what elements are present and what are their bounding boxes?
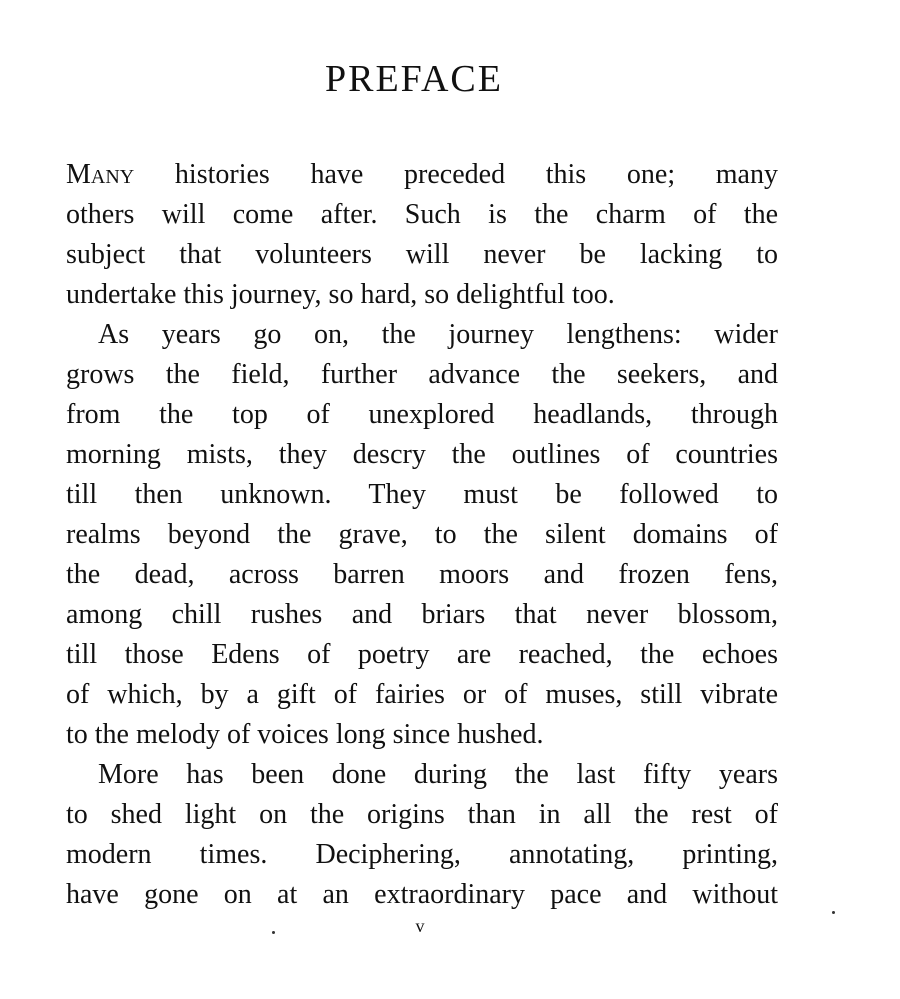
preface-text <box>66 155 778 915</box>
text-line: realms beyond the grave, to the silent domains of <box>66 519 778 550</box>
page-title: PREFACE <box>324 58 503 100</box>
text-line: others will come after. Such is the charm of the <box>66 199 778 230</box>
text-line: subject that volunteers will never be lacking to <box>66 239 778 270</box>
page-number: v <box>415 916 425 936</box>
text-line: to the melody of voices long since hushed. <box>66 719 544 750</box>
text-line: undertake this journey, so hard, so delightful too. <box>66 279 615 310</box>
text-line: modern times. Deciphering, annotating, printing, <box>66 839 778 870</box>
text-line: from the top of unexplored headlands, through <box>66 399 778 430</box>
text-line: among chill rushes and briars that never blossom, <box>66 599 778 630</box>
text-line: till those Edens of poetry are reached, the echoes <box>66 639 778 670</box>
print-speck <box>272 931 275 934</box>
text-line: of which, by a gift of fairies or of muses, still vibrate <box>66 679 778 710</box>
text-line: grows the field, further advance the seekers, and <box>66 359 778 390</box>
text-line: the dead, across barren moors and frozen fens, <box>66 559 778 590</box>
text-line: morning mists, they descry the outlines of countries <box>66 439 778 470</box>
text-line: till then unknown. They must be followed to <box>66 479 778 510</box>
print-speck <box>832 911 835 914</box>
line-text: histories have preceded this one; many <box>134 159 778 190</box>
text-line: As years go on, the journey lengthens: wider <box>98 319 778 350</box>
drop-lead-word: Many <box>66 159 135 190</box>
text-line: to shed light on the origins than in all the rest of <box>66 799 778 830</box>
text-line: More has been done during the last fifty years <box>98 759 778 790</box>
text-line <box>66 155 778 195</box>
text-line: have gone on at an extraordinary pace and without <box>66 879 778 910</box>
